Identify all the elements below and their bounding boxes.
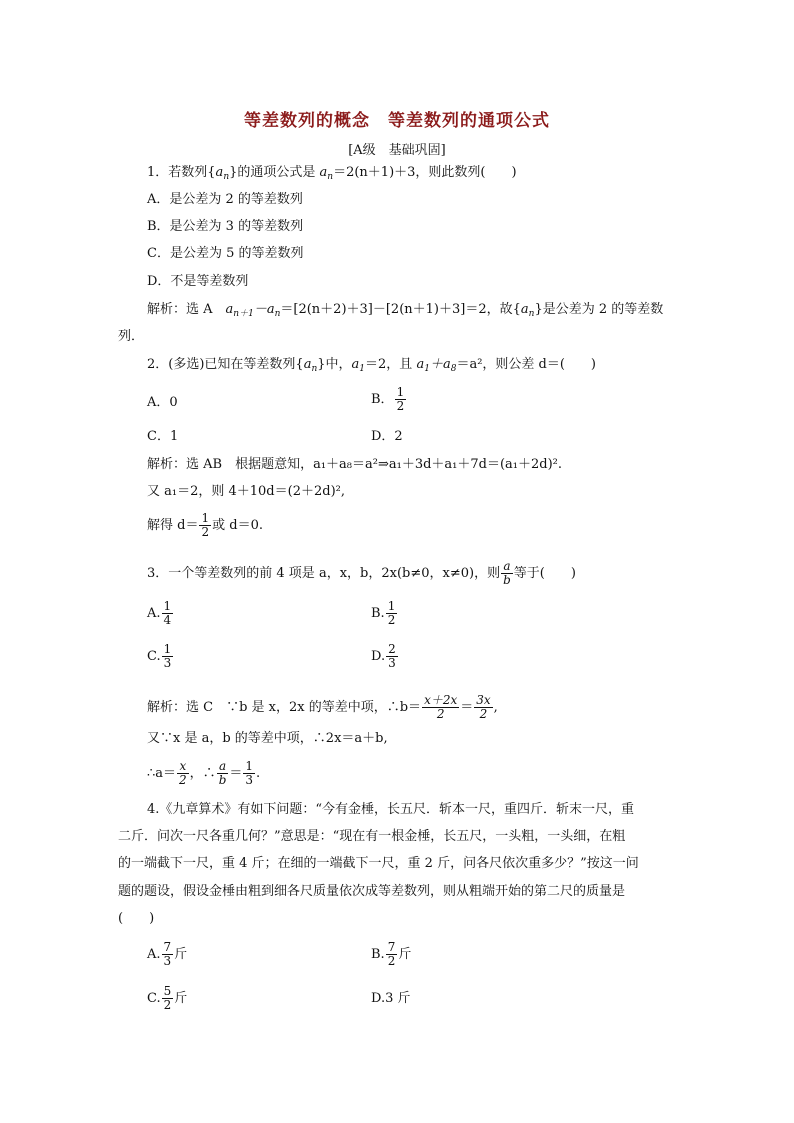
q3-solution-part: , — [493, 700, 498, 715]
fraction-numerator: 1 — [396, 385, 405, 399]
fraction — [474, 694, 492, 721]
option-unit: 斤 — [398, 947, 412, 962]
fraction — [162, 985, 174, 1012]
fraction — [386, 941, 398, 968]
q2-option-d: D．2 — [371, 429, 403, 444]
q3-option-c — [147, 643, 174, 670]
fraction — [395, 386, 407, 413]
q2-option-a: A．0 — [147, 395, 178, 410]
q3-solution-part: ＝ — [460, 700, 474, 715]
q1-solution: 解析：选 A $a_{n+1}-a_n=[2(n+2)+3]-[2(n+1)+3]=2$，故$\{a_n\}$是公差为 2 的等差数 — [147, 302, 664, 319]
fraction-denominator: 2 — [436, 707, 445, 721]
q2-stem-part: ＝a²，则公差 d＝( ) — [456, 357, 596, 372]
fraction-denominator: 2 — [179, 773, 187, 787]
fraction-denominator: b — [218, 773, 227, 787]
page-title: 等差数列的概念 等差数列的通项公式 — [244, 111, 550, 131]
q2-stem: 2．(多选)已知在等差数列$\{a_n\}$中，$a_1=2$，且 $a_1+a_8=a^2$，则公差 d＝( ) — [147, 357, 596, 374]
q2-solution-line3 — [147, 512, 263, 539]
q3-solution-part: 解析：选 C ∵b 是 x，2x 的等差中项，∴b＝ — [147, 700, 422, 715]
fraction-denominator: 2 — [387, 954, 396, 968]
q4-option-d — [371, 991, 411, 1007]
option-label: A. — [147, 947, 161, 962]
fraction-numerator: 5 — [163, 984, 172, 998]
q3-solution-part: ∴a＝ — [147, 766, 177, 781]
q2-stem-part: 2．(多选)已知在等差数列{ — [147, 357, 304, 372]
q3-solution-part: . — [256, 766, 261, 781]
q1-stem-part: ＝2(n＋1)＋3，则此数列( ) — [333, 165, 517, 180]
fraction-numerator: 1 — [201, 511, 210, 525]
q4-option-a — [147, 941, 187, 968]
q2-option-b-label: B． — [371, 392, 394, 407]
q3-option-a — [147, 600, 174, 627]
q3-stem-part: 3．一个等差数列的前 4 项是 a，x，b，2x(b≠0，x≠0)，则 — [147, 566, 501, 581]
q4-option-b — [371, 941, 411, 968]
fraction — [162, 643, 174, 670]
fraction-denominator: 2 — [479, 707, 488, 721]
fraction-denominator: 3 — [163, 954, 172, 968]
fraction-denominator: 4 — [163, 613, 172, 627]
q3-option-b — [371, 600, 398, 627]
fraction-numerator: 3x — [476, 693, 491, 707]
q2-option-b — [371, 386, 407, 413]
q3-solution-line3 — [147, 760, 260, 787]
q2-stem-part: }中， — [317, 357, 352, 372]
fraction-numerator: 7 — [163, 940, 172, 954]
q3-solution-line1 — [147, 694, 498, 721]
q3-option-d — [371, 643, 399, 670]
option-unit: 斤 — [174, 947, 188, 962]
fraction-numerator: x＋2x — [424, 693, 458, 707]
q2-solution-line2: 又 a₁＝2，则 4＋10d＝(2＋2d)², — [147, 484, 345, 499]
fraction — [386, 643, 398, 670]
fraction-denominator: 2 — [396, 399, 405, 413]
q1-option-a: A．是公差为 2 的等差数列 — [147, 192, 303, 207]
fraction-denominator: 3 — [245, 773, 254, 787]
option-label: B. — [371, 606, 385, 621]
q1-solution-part: 解析：选 A — [147, 302, 226, 317]
fraction-numerator: 1 — [387, 599, 396, 613]
fraction — [386, 600, 398, 627]
fraction-numerator: 1 — [245, 759, 254, 773]
fraction-denominator: 2 — [387, 613, 396, 627]
fraction-numerator: x — [177, 760, 189, 774]
q1-stem-part: 1．若数列{ — [147, 165, 216, 180]
fraction — [217, 760, 229, 787]
q1-stem: 1．若数列$\{a_n\}$的通项公式是 $a_n=2(n+1)+3$，则此数列( ) — [147, 165, 517, 182]
option-label: C. — [147, 649, 161, 664]
section-level: [A级 基础巩固] — [348, 143, 446, 158]
q3-stem — [147, 560, 576, 587]
q1-option-c: C．是公差为 5 的等差数列 — [147, 246, 304, 261]
q1-option-d: D．不是等差数列 — [147, 274, 249, 289]
option-unit: 斤 — [174, 991, 188, 1006]
q3-solution-line2: 又∵x 是 a，b 的等差中项，∴2x＝a＋b, — [147, 731, 388, 746]
fraction — [199, 512, 211, 539]
q2-stem-part: ＝2，且 — [365, 357, 417, 372]
q3-solution-part: ，∴ — [189, 766, 216, 781]
q2-solution-part: 解得 d＝ — [147, 518, 199, 533]
fraction-numerator: 1 — [163, 642, 172, 656]
q1-option-b: B．是公差为 3 的等差数列 — [147, 219, 304, 234]
q3-stem-part: 等于( ) — [513, 566, 576, 581]
fraction-numerator: 7 — [387, 940, 396, 954]
fraction — [162, 941, 174, 968]
q4-stem-line5: ( ) — [118, 911, 155, 926]
fraction-denominator: 3 — [163, 656, 172, 670]
q2-solution-line1: 解析：选 AB 根据题意知，a₁＋a₈＝a²⇒a₁＋3d＋a₁＋7d＝(a₁＋2d)². — [147, 457, 563, 472]
q4-stem-line2: 二斤．问次一尺各重几何？”意思是：“现在有一根金棰，长五尺，一头粗，一头细，在粗 — [118, 829, 626, 844]
fraction-numerator: a — [501, 560, 513, 574]
q3-solution-part: ＝ — [229, 766, 243, 781]
option-label: D. — [371, 991, 386, 1006]
q4-option-c — [147, 985, 187, 1012]
option-label: D. — [371, 649, 386, 664]
option-text: 3 斤 — [385, 991, 411, 1006]
fraction — [501, 560, 513, 587]
q4-stem-line3: 的一端截下一尺，重 4 斤；在细的一端截下一尺，重 2 斤，问各尺依次重多少？”按这一问 — [118, 856, 639, 871]
q1-solution-part: }是公差为 2 的等差数 — [534, 302, 664, 317]
q1-stem-part: }的通项公式是 — [229, 165, 320, 180]
option-label: C. — [147, 991, 161, 1006]
fraction — [162, 600, 174, 627]
fraction — [422, 694, 459, 721]
q1-solution-part: ＝[2(n＋2)＋3]－[2(n＋1)＋3]＝2，故{ — [280, 302, 521, 317]
fraction-denominator: 2 — [201, 525, 210, 539]
option-label: A. — [147, 606, 161, 621]
q2-option-c: C．1 — [147, 429, 179, 444]
q4-stem-line1: 4.《九章算术》有如下问题：“今有金棰，长五尺．斩本一尺，重四斤．斩末一尺，重 — [147, 802, 635, 817]
q2-solution-part: 或 d＝0. — [212, 518, 263, 533]
fraction-numerator: a — [217, 760, 229, 774]
fraction-numerator: 2 — [388, 642, 396, 656]
fraction — [177, 760, 189, 787]
fraction — [243, 760, 255, 787]
fraction-numerator: 1 — [163, 599, 172, 613]
q4-stem-line4: 题的题设，假设金棰由粗到细各尺质量依次成等差数列，则从粗端开始的第二尺的质量是 — [118, 884, 626, 899]
fraction-denominator: 2 — [163, 998, 172, 1012]
fraction-denominator: 3 — [388, 656, 396, 670]
option-label: B. — [371, 947, 385, 962]
fraction-denominator: b — [503, 573, 511, 587]
q1-solution-cont: 列． — [118, 329, 145, 344]
